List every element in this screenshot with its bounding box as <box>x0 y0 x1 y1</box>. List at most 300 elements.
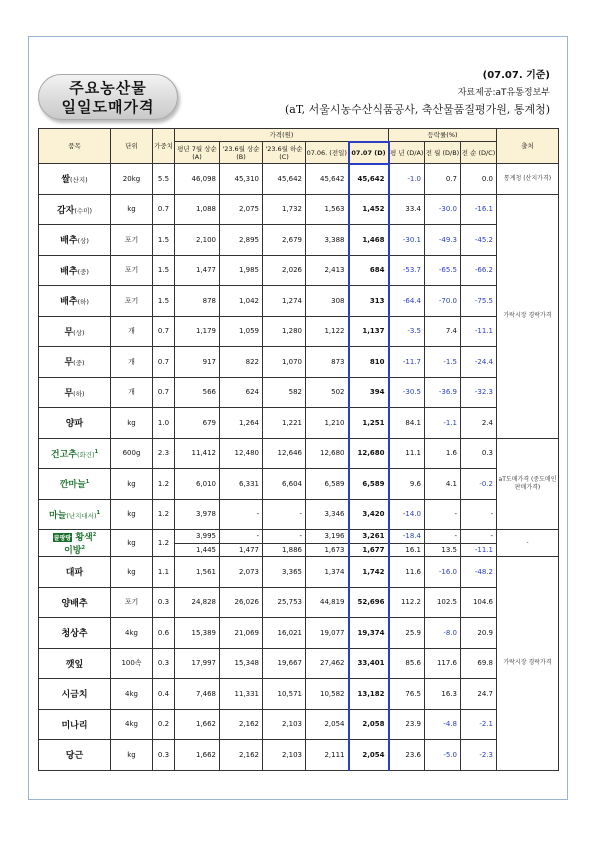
price-normal-cell: 11,412 <box>175 438 220 469</box>
rate-vs-normal-cell: 23.6 <box>389 740 425 771</box>
rate-vs-normal-cell: -11.7 <box>389 347 425 378</box>
price-today-cell: 33,401 <box>349 648 389 679</box>
header-p1: 평년 7월 상순(A) <box>175 142 220 164</box>
item-name: 시금치 <box>61 690 88 701</box>
rate-vs-normal-cell: 11.1 <box>389 438 425 469</box>
item-name: 배추 <box>60 236 78 247</box>
rate-vs-normal-cell: 112.2 <box>389 587 425 618</box>
price-june-late-cell: 2,103 <box>263 740 306 771</box>
item-name: 마늘 <box>48 510 67 521</box>
price-table <box>38 128 559 771</box>
header-item: 품목 <box>39 129 111 164</box>
price-today-cell: 1,677 <box>349 543 389 557</box>
unit-cell: 포기 <box>111 225 153 256</box>
price-june-late-cell: - <box>263 530 306 544</box>
item-name: 청상추 <box>61 629 88 640</box>
item-name: 양배추 <box>61 598 88 609</box>
rate-vs-normal-cell: -64.4 <box>389 286 425 317</box>
price-normal-cell: 1,662 <box>175 709 220 740</box>
weight-cell: 1.1 <box>153 557 175 588</box>
table-row <box>39 740 559 771</box>
item-name-cell <box>39 286 111 317</box>
price-normal-cell: 878 <box>175 286 220 317</box>
price-june-late-cell: 1,221 <box>263 408 306 439</box>
price-normal-cell: 46,098 <box>175 164 220 195</box>
rate-vs-month-cell: -4.8 <box>425 709 461 740</box>
price-today-cell: 3,261 <box>349 530 389 544</box>
rate-vs-period-cell: 20.9 <box>461 618 497 649</box>
table-row <box>39 225 559 256</box>
weight-cell: 0.3 <box>153 648 175 679</box>
item-grade: (수미) <box>74 206 93 215</box>
price-today-cell: 19,374 <box>349 618 389 649</box>
rate-vs-period-cell: 104.6 <box>461 587 497 618</box>
price-june-early-cell: 1,985 <box>220 255 263 286</box>
header-unit: 단위 <box>111 129 153 164</box>
item-footnote: 2 <box>92 532 97 538</box>
price-normal-cell: 917 <box>175 347 220 378</box>
rate-vs-month-cell: -5.0 <box>425 740 461 771</box>
unit-cell: 4kg <box>111 679 153 710</box>
rate-vs-month-cell: 16.3 <box>425 679 461 710</box>
rate-vs-month-cell: 102.5 <box>425 587 461 618</box>
price-june-early-cell: 2,162 <box>220 740 263 771</box>
price-prev-day-cell: 1,673 <box>306 543 349 557</box>
price-today-cell: 3,420 <box>349 499 389 530</box>
price-normal-cell: 7,468 <box>175 679 220 710</box>
price-today-cell: 684 <box>349 255 389 286</box>
price-prev-day-cell: 3,196 <box>306 530 349 544</box>
price-today-cell: 52,696 <box>349 587 389 618</box>
rate-vs-normal-cell: 23.9 <box>389 709 425 740</box>
table-row <box>39 194 559 225</box>
rate-vs-month-cell: -1.1 <box>425 408 461 439</box>
table-row <box>39 469 559 500</box>
unit-cell: 개 <box>111 347 153 378</box>
weight-cell: 0.4 <box>153 679 175 710</box>
price-june-early-cell: 2,162 <box>220 709 263 740</box>
rate-vs-period-cell: -11.1 <box>461 316 497 347</box>
table-row <box>39 648 559 679</box>
rate-vs-period-cell: -66.2 <box>461 255 497 286</box>
item-name: 건고추 <box>50 449 77 460</box>
price-prev-day-cell: 2,413 <box>306 255 349 286</box>
item-footnote: 2 <box>81 545 85 551</box>
rate-vs-period-cell: 0.3 <box>461 438 497 469</box>
rate-vs-month-cell: -16.0 <box>425 557 461 588</box>
table-row <box>39 438 559 469</box>
weight-cell: 1.5 <box>153 225 175 256</box>
unit-cell: kg <box>111 740 153 771</box>
price-today-cell: 12,680 <box>349 438 389 469</box>
price-today-cell: 1,468 <box>349 225 389 256</box>
price-normal-cell: 1,477 <box>175 255 220 286</box>
price-june-late-cell: 1,274 <box>263 286 306 317</box>
item-name-cell <box>39 740 111 771</box>
rate-vs-month-cell: 4.1 <box>425 469 461 500</box>
weight-cell: 1.2 <box>153 530 175 557</box>
source-cell: 통계청 (산지가격) <box>497 164 559 195</box>
item-name-2: 이방 <box>64 546 82 556</box>
header-p2: '23.6월 상순(B) <box>220 142 263 164</box>
price-today-cell: 313 <box>349 286 389 317</box>
source-cell: - <box>497 530 559 557</box>
item-name: 대파 <box>65 568 84 579</box>
price-prev-day-cell: 502 <box>306 377 349 408</box>
price-normal-cell: 24,828 <box>175 587 220 618</box>
item-name: 깐마늘 <box>59 480 86 491</box>
price-today-cell: 1,452 <box>349 194 389 225</box>
table-row <box>39 499 559 530</box>
header-r3: 전 순 (D/C) <box>461 142 497 164</box>
rate-vs-period-cell: -2.3 <box>461 740 497 771</box>
weight-cell: 0.6 <box>153 618 175 649</box>
weight-cell: 0.7 <box>153 377 175 408</box>
price-prev-day-cell: 10,582 <box>306 679 349 710</box>
unit-cell: 포기 <box>111 587 153 618</box>
rate-vs-normal-cell: 85.6 <box>389 648 425 679</box>
table-row <box>39 255 559 286</box>
price-prev-day-cell: 2,111 <box>306 740 349 771</box>
price-today-cell: 394 <box>349 377 389 408</box>
rate-vs-period-cell: -45.2 <box>461 225 497 256</box>
rate-vs-period-cell: 2.4 <box>461 408 497 439</box>
price-normal-cell: 566 <box>175 377 220 408</box>
table-row <box>39 679 559 710</box>
item-tag: 꿀팡팡 <box>53 535 72 542</box>
header-p4: 07.06. (전일) <box>306 142 349 164</box>
unit-cell: 개 <box>111 377 153 408</box>
item-grade: (상) <box>77 237 89 246</box>
rate-vs-month-cell: - <box>425 499 461 530</box>
rate-vs-normal-cell: 11.6 <box>389 557 425 588</box>
price-june-late-cell: 582 <box>263 377 306 408</box>
header-p5: 07.07 (D) <box>349 142 389 164</box>
rate-vs-normal-cell: 9.6 <box>389 469 425 500</box>
price-june-early-cell: 624 <box>220 377 263 408</box>
price-june-early-cell: 6,331 <box>220 469 263 500</box>
price-prev-day-cell: 1,210 <box>306 408 349 439</box>
header-p3: '23.6월 하순(C) <box>263 142 306 164</box>
unit-cell: 포기 <box>111 255 153 286</box>
rate-vs-period-cell: -2.1 <box>461 709 497 740</box>
title-line-1: 주요농산물 <box>69 79 147 97</box>
item-name: 무 <box>64 388 74 399</box>
item-name: 배추 <box>60 297 78 308</box>
item-name-cell <box>39 164 111 195</box>
rate-vs-month-cell: -36.9 <box>425 377 461 408</box>
rate-vs-normal-cell: 76.5 <box>389 679 425 710</box>
item-name-cell <box>39 194 111 225</box>
rate-vs-month-cell: 7.4 <box>425 316 461 347</box>
unit-cell: kg <box>111 530 153 557</box>
data-sources: (aT, 서울시농수산식품공사, 축산물품질평가원, 통계청) <box>285 103 550 116</box>
weight-cell: 1.2 <box>153 499 175 530</box>
table-row <box>39 408 559 439</box>
price-june-early-cell: 822 <box>220 347 263 378</box>
item-name: 양파 <box>65 419 84 430</box>
item-name-cell <box>39 225 111 256</box>
price-june-early-cell: 15,348 <box>220 648 263 679</box>
unit-cell: 100속 <box>111 648 153 679</box>
table-row <box>39 530 559 544</box>
rate-vs-period-cell: -24.4 <box>461 347 497 378</box>
price-normal-cell: 6,010 <box>175 469 220 500</box>
header-price-group: 가격(원) <box>175 129 389 142</box>
page-title <box>38 74 178 120</box>
price-normal-cell: 679 <box>175 408 220 439</box>
item-grade: (하) <box>73 389 85 398</box>
rate-vs-period-cell: -11.1 <box>461 543 497 557</box>
weight-cell: 0.7 <box>153 347 175 378</box>
header-weight: 가중치 <box>153 129 175 164</box>
price-june-early-cell: 1,477 <box>220 543 263 557</box>
item-name: 배추 <box>60 266 78 277</box>
item-name-cell <box>39 377 111 408</box>
price-normal-cell: 1,179 <box>175 316 220 347</box>
price-normal-cell: 2,100 <box>175 225 220 256</box>
rate-vs-month-cell: -65.5 <box>425 255 461 286</box>
price-today-cell: 2,054 <box>349 740 389 771</box>
price-june-early-cell: 45,310 <box>220 164 263 195</box>
item-name: 쌀 <box>61 175 71 186</box>
table-row <box>39 347 559 378</box>
price-prev-day-cell: 1,374 <box>306 557 349 588</box>
price-june-late-cell: 25,753 <box>263 587 306 618</box>
rate-vs-month-cell: 0.7 <box>425 164 461 195</box>
item-name-cell <box>39 255 111 286</box>
price-june-early-cell: - <box>220 530 263 544</box>
rate-vs-period-cell: 69.8 <box>461 648 497 679</box>
header-r1: 평 년 (D/A) <box>389 142 425 164</box>
rate-vs-normal-cell: -1.0 <box>389 164 425 195</box>
source-cell: aT도매가격 (중도매인판매가격) <box>497 438 559 530</box>
rate-vs-normal-cell: 84.1 <box>389 408 425 439</box>
unit-cell: kg <box>111 499 153 530</box>
item-name-cell <box>39 618 111 649</box>
price-normal-cell: 15,389 <box>175 618 220 649</box>
price-today-cell: 810 <box>349 347 389 378</box>
item-name-cell <box>39 469 111 500</box>
table-row <box>39 557 559 588</box>
weight-cell: 5.5 <box>153 164 175 195</box>
price-prev-day-cell: 12,680 <box>306 438 349 469</box>
item-grade: (산지) <box>70 176 88 185</box>
weight-cell: 0.3 <box>153 740 175 771</box>
price-prev-day-cell: 1,122 <box>306 316 349 347</box>
unit-cell: 4kg <box>111 618 153 649</box>
price-normal-cell: 1,662 <box>175 740 220 771</box>
price-june-late-cell: 6,604 <box>263 469 306 500</box>
weight-cell: 1.5 <box>153 255 175 286</box>
price-prev-day-cell: 873 <box>306 347 349 378</box>
table-row <box>39 618 559 649</box>
price-today-cell: 6,589 <box>349 469 389 500</box>
table-row <box>39 316 559 347</box>
weight-cell: 1.0 <box>153 408 175 439</box>
price-june-late-cell: 16,021 <box>263 618 306 649</box>
item-name-cell <box>39 347 111 378</box>
header-rate-group: 등락률(%) <box>389 129 497 142</box>
rate-vs-normal-cell: -18.4 <box>389 530 425 544</box>
weight-cell: 2.3 <box>153 438 175 469</box>
header-source: 출처 <box>497 129 559 164</box>
price-june-late-cell: 1,280 <box>263 316 306 347</box>
price-june-early-cell: 2,075 <box>220 194 263 225</box>
table-row <box>39 377 559 408</box>
item-name-cell <box>39 709 111 740</box>
price-prev-day-cell: 1,563 <box>306 194 349 225</box>
item-name: 당근 <box>65 751 84 762</box>
rate-vs-month-cell: -30.0 <box>425 194 461 225</box>
item-grade: (중) <box>77 267 89 276</box>
rate-vs-period-cell: 24.7 <box>461 679 497 710</box>
price-normal-cell: 17,997 <box>175 648 220 679</box>
table-row <box>39 164 559 195</box>
weight-cell: 1.5 <box>153 286 175 317</box>
unit-cell: 개 <box>111 316 153 347</box>
unit-cell: kg <box>111 469 153 500</box>
price-june-early-cell: 1,042 <box>220 286 263 317</box>
rate-vs-month-cell: 1.6 <box>425 438 461 469</box>
item-name: 감자 <box>56 205 75 216</box>
weight-cell: 0.2 <box>153 709 175 740</box>
price-prev-day-cell: 3,388 <box>306 225 349 256</box>
rate-vs-month-cell: 13.5 <box>425 543 461 557</box>
price-prev-day-cell: 2,054 <box>306 709 349 740</box>
unit-cell: 600g <box>111 438 153 469</box>
rate-vs-period-cell: - <box>461 499 497 530</box>
weight-cell: 0.7 <box>153 194 175 225</box>
unit-cell: kg <box>111 557 153 588</box>
price-normal-cell: 3,995 <box>175 530 220 544</box>
rate-vs-month-cell: -1.5 <box>425 347 461 378</box>
item-footnote: 1 <box>96 509 101 516</box>
rate-vs-period-cell: -75.5 <box>461 286 497 317</box>
price-june-early-cell: 26,026 <box>220 587 263 618</box>
price-june-late-cell: 1,070 <box>263 347 306 378</box>
price-june-late-cell: 2,026 <box>263 255 306 286</box>
item-name-cell <box>39 587 111 618</box>
price-june-late-cell: - <box>263 499 306 530</box>
rate-vs-normal-cell: 25.9 <box>389 618 425 649</box>
price-june-late-cell: 1,886 <box>263 543 306 557</box>
price-today-cell: 1,251 <box>349 408 389 439</box>
price-normal-cell: 1,088 <box>175 194 220 225</box>
rate-vs-normal-cell: -53.7 <box>389 255 425 286</box>
price-june-late-cell: 10,571 <box>263 679 306 710</box>
weight-cell: 0.7 <box>153 316 175 347</box>
rate-vs-month-cell: -8.0 <box>425 618 461 649</box>
price-prev-day-cell: 6,589 <box>306 469 349 500</box>
rate-vs-month-cell: 117.6 <box>425 648 461 679</box>
title-line-2: 일일도매가격 <box>61 98 155 116</box>
rate-vs-period-cell: - <box>461 530 497 544</box>
rate-vs-normal-cell: 16.1 <box>389 543 425 557</box>
table-row <box>39 587 559 618</box>
unit-cell: 20kg <box>111 164 153 195</box>
rate-vs-month-cell: -49.3 <box>425 225 461 256</box>
unit-cell: 4kg <box>111 709 153 740</box>
price-normal-cell: 3,978 <box>175 499 220 530</box>
item-name-cell <box>39 557 111 588</box>
item-name-cell <box>39 316 111 347</box>
reference-date: (07.07. 기준) <box>482 70 550 81</box>
price-june-early-cell: 2,895 <box>220 225 263 256</box>
item-grade: (중) <box>73 359 85 368</box>
price-june-late-cell: 1,732 <box>263 194 306 225</box>
price-today-cell: 1,137 <box>349 316 389 347</box>
data-provider: 자료제공:aT유통정보부 <box>457 88 550 98</box>
price-june-early-cell: - <box>220 499 263 530</box>
source-cell: 가락시장 경락가격 <box>497 557 559 771</box>
unit-cell: kg <box>111 194 153 225</box>
price-normal-cell: 1,561 <box>175 557 220 588</box>
price-today-cell: 1,742 <box>349 557 389 588</box>
item-name-cell <box>39 408 111 439</box>
item-name: 깻잎 <box>65 659 84 670</box>
item-grade: (화건) <box>76 450 95 459</box>
price-today-cell: 45,642 <box>349 164 389 195</box>
rate-vs-normal-cell: -14.0 <box>389 499 425 530</box>
rate-vs-period-cell: -16.1 <box>461 194 497 225</box>
rate-vs-period-cell: -48.2 <box>461 557 497 588</box>
rate-vs-normal-cell: -3.5 <box>389 316 425 347</box>
price-today-cell: 13,182 <box>349 679 389 710</box>
price-prev-day-cell: 308 <box>306 286 349 317</box>
price-june-late-cell: 45,642 <box>263 164 306 195</box>
rate-vs-period-cell: 0.0 <box>461 164 497 195</box>
header-r2: 전 월 (D/B) <box>425 142 461 164</box>
item-name-cell <box>39 530 111 557</box>
unit-cell: 포기 <box>111 286 153 317</box>
item-name-cell <box>39 648 111 679</box>
price-june-early-cell: 11,331 <box>220 679 263 710</box>
weight-cell: 1.2 <box>153 469 175 500</box>
item-name-cell <box>39 679 111 710</box>
price-prev-day-cell: 19,077 <box>306 618 349 649</box>
rate-vs-month-cell: - <box>425 530 461 544</box>
rate-vs-period-cell: -32.3 <box>461 377 497 408</box>
price-june-early-cell: 1,264 <box>220 408 263 439</box>
price-june-early-cell: 21,069 <box>220 618 263 649</box>
rate-vs-normal-cell: -30.5 <box>389 377 425 408</box>
rate-vs-normal-cell: -30.1 <box>389 225 425 256</box>
price-june-late-cell: 2,103 <box>263 709 306 740</box>
source-cell: 가락시장 경락가격 <box>497 194 559 438</box>
rate-vs-period-cell: -0.2 <box>461 469 497 500</box>
table-row <box>39 286 559 317</box>
price-june-late-cell: 2,679 <box>263 225 306 256</box>
price-normal-cell: 1,445 <box>175 543 220 557</box>
rate-vs-month-cell: -70.0 <box>425 286 461 317</box>
item-grade: (상) <box>73 328 85 337</box>
weight-cell: 0.3 <box>153 587 175 618</box>
rate-vs-normal-cell: 33.4 <box>389 194 425 225</box>
price-prev-day-cell: 45,642 <box>306 164 349 195</box>
price-prev-day-cell: 3,346 <box>306 499 349 530</box>
item-footnote: 1 <box>94 448 99 455</box>
price-june-late-cell: 3,365 <box>263 557 306 588</box>
price-today-cell: 2,058 <box>349 709 389 740</box>
item-name: 무 <box>64 358 74 369</box>
price-june-early-cell: 2,073 <box>220 557 263 588</box>
price-june-early-cell: 1,059 <box>220 316 263 347</box>
unit-cell: kg <box>111 408 153 439</box>
item-grade: (난지대서) <box>66 511 97 520</box>
price-june-early-cell: 12,480 <box>220 438 263 469</box>
price-prev-day-cell: 44,819 <box>306 587 349 618</box>
